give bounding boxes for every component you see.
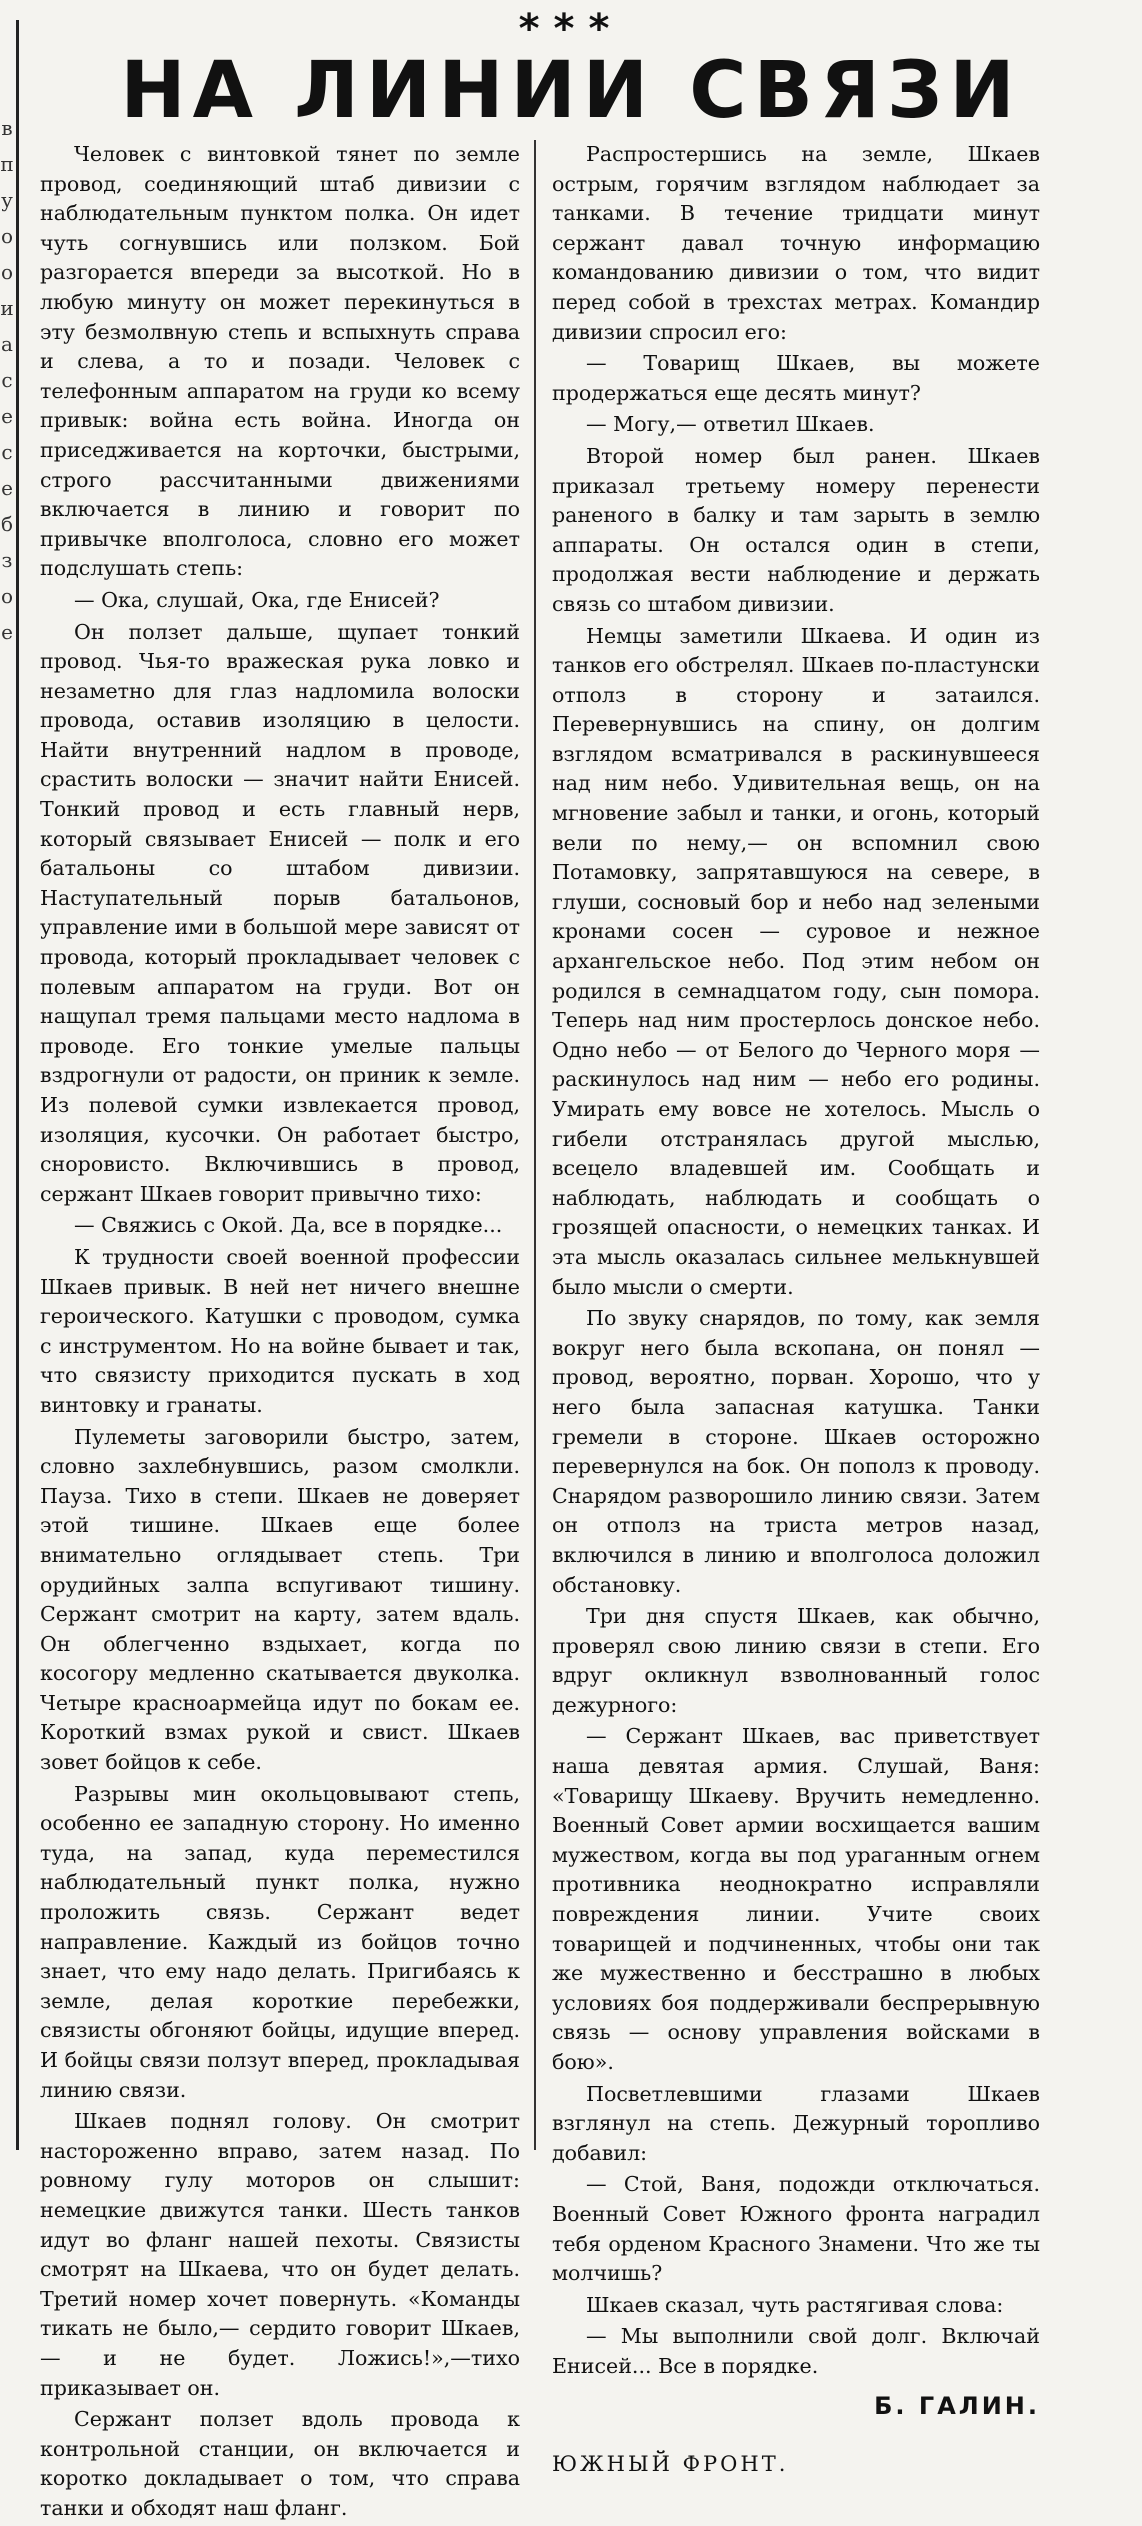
edge-letter: з: [1, 548, 13, 572]
article-paragraph: Он ползет дальше, щупает тонкий провод. Чья-то вражеская рука ловко и незаметно для глаз надломила волоски провода, оставив изоляцию в целости. Найти внутренний надлом в проводе, срастить волоски — значит найти Енисей. Тонкий провод и есть главный нерв, который связывает Енисей — полк и его батальоны со штабом дивизии. Наступательный порыв батальонов, управление ими в большой мере зависят от провода, который прокладывает человек с полевым аппаратом на груди. Вот он нащупал тремя пальцами место надлома в проводе. Его тонкие умелые пальцы вздрогнули от радости, он приник к земле. Из полевой сумки извлекается провод, изоляция, кусочки. Он работает быстро, сноровисто. Включившись в провод, сержант Шкаев говорит привычно тихо:: [40, 619, 520, 1206]
adjacent-column-fragment: [0, 110, 14, 1810]
article-paragraph: Три дня спустя Шкаев, как обычно, проверял свою линию связи в степи. Его вдруг окликнул взволнованный голос дежурного:: [552, 1604, 1040, 1717]
edge-letter: в: [1, 116, 13, 140]
article-column-left: [40, 140, 520, 2526]
front-dateline: ЮЖНЫЙ ФРОНТ.: [552, 2451, 789, 2476]
article-paragraph: Человек с винтовкой тянет по земле провод, соединяющий штаб дивизии с наблюдательным пунктом полка. Он идет чуть согнувшись или ползком. Бой разгорается впереди за высоткой. Но в любую минуту он может перекинуться в эту безмолвную степь и вспыхнуть справа и слева, а то и позади. Человек с телефонным аппаратом на груди ко всему привык: война есть война. Иногда он приседживается на корточки, быстрыми, строго рассчитанными движениями включается в линию и говорит по привычке вполголоса, словно его может подслушать степь:: [40, 142, 520, 581]
article-paragraph: Распростершись на земле, Шкаев острым, горячим взглядом наблюдает за танками. В течение тридцати минут сержант давал точную информацию командованию дивизии о том, что видит перед собой в трехстах метрах. Командир дивизии спросил его:: [552, 142, 1040, 344]
article-paragraph: — Стой, Ваня, подожди отключаться. Военный Совет Южного фронта наградил тебя орденом Красного Знамени. Что же ты молчишь?: [552, 2172, 1040, 2286]
left-column-rule: [16, 20, 19, 2150]
edge-letter: б: [0, 512, 14, 536]
article-paragraph: — Мы выполнили свой долг. Включай Енисей... Все в порядке.: [552, 2324, 1040, 2378]
article-paragraph: Разрывы мин окольцовывают степь, особенно ее западную сторону. Но именно туда, на запад, куда переместился наблюдательный пункт полка, нужно проложить связь. Сержант ведет направление. Каждый из бойцов точно знает, что ему надо делать. Пригибаясь к земле, делая короткие перебежки, связисты обгоняют бойцы, идущие вперед. И бойцы связи ползут вперед, прокладывая линию связи.: [40, 1781, 520, 2102]
edge-letter: п: [0, 152, 14, 176]
article-paragraph: — Ока, слушай, Ока, где Енисей?: [74, 587, 440, 612]
section-stars: ***: [518, 6, 624, 52]
article-paragraph: — Могу,— ответил Шкаев.: [586, 412, 875, 437]
front-row: [552, 2434, 1040, 2474]
article-paragraph: Немцы заметили Шкаева. И один из танков его обстрелял. Шкаев по-пластунски отполз в сторону и затаился. Перевернувшись на спину, он долгим взглядом всматривался в раскинувшееся над ним небо. Удивительная вещь, он на мгновение забыл и танки, и огонь, который вели по нему,— он вспомнил свою Потамовку, запрятавшуюся на севере, в глуши, сосновый бор и небо над зелеными кронами сосен — суровое и нежное архангельское небо. Под этим небом он родился в семнадцатом году, сын помора. Теперь над ним простерлось донское небо. Одно небо — от Белого до Черного моря — раскинулось над ним — небо его родины. Умирать ему вовсе не хотелось. Мысль о гибели отстранялась другой мыслью, всецело владевшей им. Сообщать и наблюдать, наблюдать и сообщать о грозящей опасности, о немецких танках. И эта мысль оказалась сильнее мелькнувшей было мысли о смерти.: [552, 623, 1040, 1299]
column-divider: [534, 140, 536, 2150]
article-paragraph: Посветлевшими глазами Шкаев взглянул на степь. Дежурный торопливо добавил:: [552, 2081, 1040, 2165]
byline-row: [552, 2388, 1040, 2428]
article-paragraph: По звуку снарядов, по тому, как земля вокруг него была вскопана, он понял — провод, вероятно, порван. Хорошо, что у него была запасная катушка. Танки гремели в стороне. Шкаев осторожно перевернулся на бок. Он пополз к проводу. Снарядом разворошило линию связи. Затем он отполз на триста метров назад, включился в линию и вполголоса доложил обстановку.: [552, 1306, 1040, 1597]
edge-letter: с: [1, 368, 13, 392]
article-paragraph: Пулеметы заговорили быстро, затем, словно захлебнувшись, разом смолкли. Пауза. Тихо в степи. Шкаев не доверяет этой тишине. Шкаев еще более внимательно оглядывает степь. Три орудийных залпа вспугивают тишину. Сержант смотрит на карту, затем вдаль. Он облегченно вздыхает, когда по косогору медленно скатывается двуколка. Четыре красноармейца идут по бокам ее. Короткий взмах рукой и свист. Шкаев зовет бойцов к себе.: [40, 1424, 520, 1775]
article-paragraph: Сержант ползет вдоль провода к контрольной станции, он включается и коротко докладывает о том, что справа танки и обходят наш фланг.: [40, 2407, 520, 2520]
edge-letter: е: [1, 404, 13, 428]
article-paragraph: — Товарищ Шкаев, вы можете продержаться еще десять минут?: [552, 351, 1040, 405]
edge-letter: е: [1, 620, 13, 644]
edge-letter: у: [1, 188, 13, 212]
edge-letter: с: [1, 440, 13, 464]
edge-letter: о: [0, 260, 14, 284]
article-paragraph: — Сержант Шкаев, вас приветствует наша девятая армия. Слушай, Ваня: «Товарищу Шкаеву. Вручить немедленно. Военный Совет армии восхищается вашим мужеством, когда вы под ураганным огнем противника неоднократно исправляли повреждения линии. Учите своих товарищей и подчиненных, чтобы они так же мужественно и бесстрашно в любых условиях боя поддерживали беспрерывную связь — основу управления войсками в бою».: [552, 1724, 1040, 2074]
article-headline: НА ЛИНИИ СВЯЗИ: [120, 46, 1022, 136]
article-paragraph: Шкаев поднял голову. Он смотрит настороженно вправо, затем назад. По ровному гулу моторов он слышит: немецкие движутся танки. Шесть танков идут во фланг нашей пехоты. Связисты смотрят на Шкаева, что он будет делать. Третий номер хочет повернуть. «Команды тикать не было,— сердито говорит Шкаев,— и не будет. Ложись!»,—тихо приказывает он.: [40, 2109, 520, 2400]
edge-letter: о: [0, 584, 14, 608]
edge-letter: а: [1, 332, 13, 356]
article-column-right: [552, 140, 1040, 2474]
edge-letter: о: [0, 224, 14, 248]
article-paragraph: Шкаев сказал, чуть растягивая слова:: [586, 2292, 1004, 2317]
article-paragraph: Второй номер был ранен. Шкаев приказал третьему номеру перенести раненого в балку и там зарыть в землю аппараты. Он остался один в степи, продолжая вести наблюдение и держать связь со штабом дивизии.: [552, 443, 1040, 616]
edge-letter: е: [1, 476, 13, 500]
author-signature: Б. ГАЛИН.: [874, 2391, 1040, 2420]
article-paragraph: К трудности своей военной профессии Шкаев привык. В ней нет ничего внешне героического. Катушки с проводом, сумка с инструментом. Но на войне бывает и так, что связисту приходится пускать в ход винтовку и гранаты.: [40, 1244, 520, 1417]
edge-letter: и: [0, 296, 14, 320]
article-paragraph: — Свяжись с Окой. Да, все в порядке...: [74, 1213, 503, 1238]
